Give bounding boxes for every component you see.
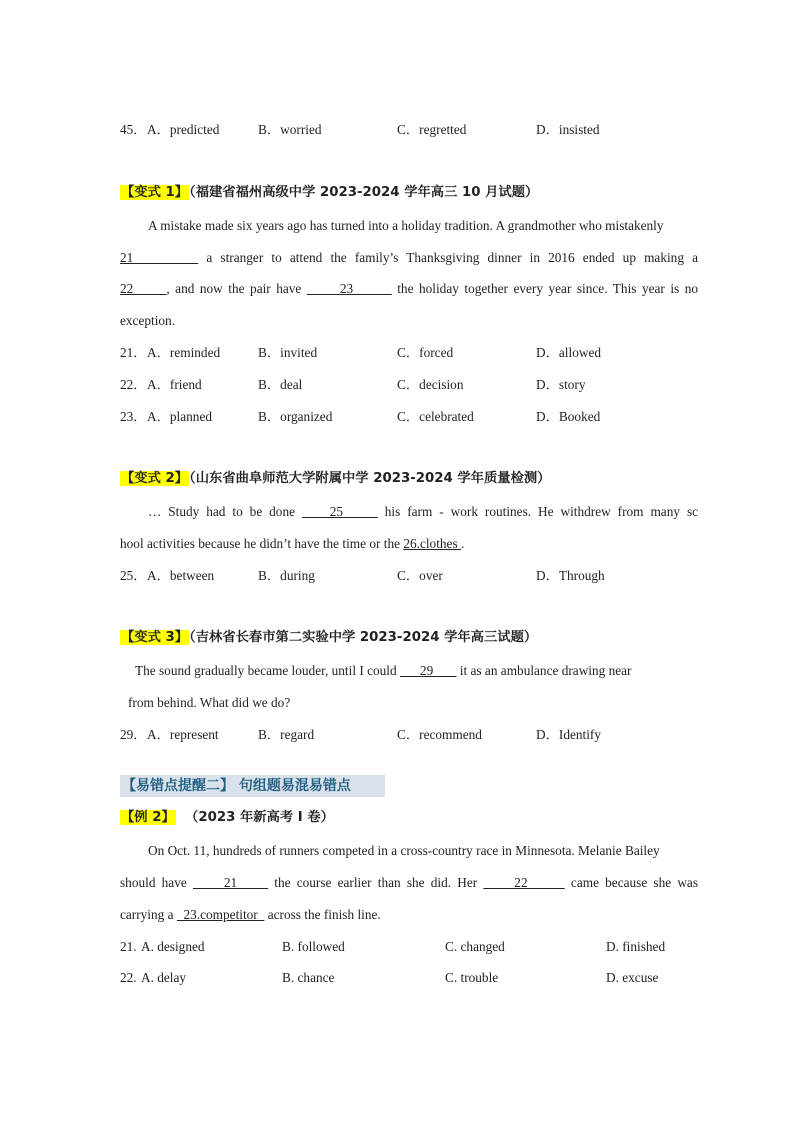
section-banner-title: 【易错点提醒二】 句组题易混易错点 [122, 778, 351, 794]
example-2-source: （2023 年新高考 I 卷） [185, 810, 334, 825]
variant-1-header [120, 183, 538, 203]
variant-3-tag: 【变式 3】 [121, 630, 189, 645]
blank-26: 26.clothes [403, 536, 461, 551]
q45-option-b: B．worried [258, 122, 322, 137]
blank-23: 23 [306, 281, 392, 296]
blank-25: 25 [301, 504, 378, 519]
example-2-header [120, 808, 334, 828]
variant-1-source: （福建省福州高级中学 2023-2024 学年高三 10 月试题） [189, 185, 539, 200]
ex2-blank-23: 23.competitor [176, 907, 265, 922]
blank-29: 29 [399, 663, 457, 678]
variant-1-line-2: 21 a stranger to attend the family’s Thanksgiving dinner in 2016 ended up making a [120, 250, 699, 265]
variant-1-line-4: exception. [120, 313, 176, 328]
example-2-tag: 【例 2】 [121, 810, 175, 825]
example-2-line-3: carrying a 23.competitor across the finish line. [120, 907, 381, 922]
ex2-blank-21: 21 [192, 875, 269, 890]
variant-2-line-1: … Study had to be done 25 his farm - work routines. He withdrew from many sc [148, 504, 699, 519]
variant-2-tag: 【变式 2】 [121, 471, 189, 486]
variant-1-line-1: A mistake made six years ago has turned into a holiday tradition. A grandmother who mistakenly [148, 218, 664, 233]
blank-21: 21 [120, 250, 199, 265]
variant-3-line-2: from behind. What did we do? [128, 695, 291, 710]
variant-3-line-1: The sound gradually became louder, until I could 29 it as an ambulance drawing near [135, 663, 632, 678]
variant-3-header [120, 628, 537, 648]
example-2-line-1: On Oct. 11, hundreds of runners competed in a cross-country race in Minnesota. Melanie Bailey [148, 843, 660, 858]
variant-1-line-3: 22 , and now the pair have 23 the holiday together every year since. This year is no [120, 281, 698, 296]
ex2-blank-22: 22 [483, 875, 565, 890]
example-2-line-2: should have 21 the course earlier than she did. Her 22 came because she was [120, 875, 699, 890]
variant-1-tag: 【变式 1】 [121, 185, 189, 200]
q45-option-d: D．insisted [536, 122, 600, 137]
variant-2-source: （山东省曲阜师范大学附属中学 2023-2024 学年质量检测） [189, 471, 551, 486]
variant-3-source: （吉林省长春市第二实验中学 2023-2024 学年高三试题） [189, 630, 538, 645]
blank-22: 22 [120, 281, 167, 296]
variant-2-line-2: hool activities because he didn’t have the time or the 26.clothes . [120, 536, 465, 551]
q45-number: 45． [120, 122, 147, 137]
q45-option-a: A．predicted [147, 122, 220, 137]
q45-option-c: C．regretted [397, 122, 467, 137]
variant-2-header [120, 469, 550, 489]
